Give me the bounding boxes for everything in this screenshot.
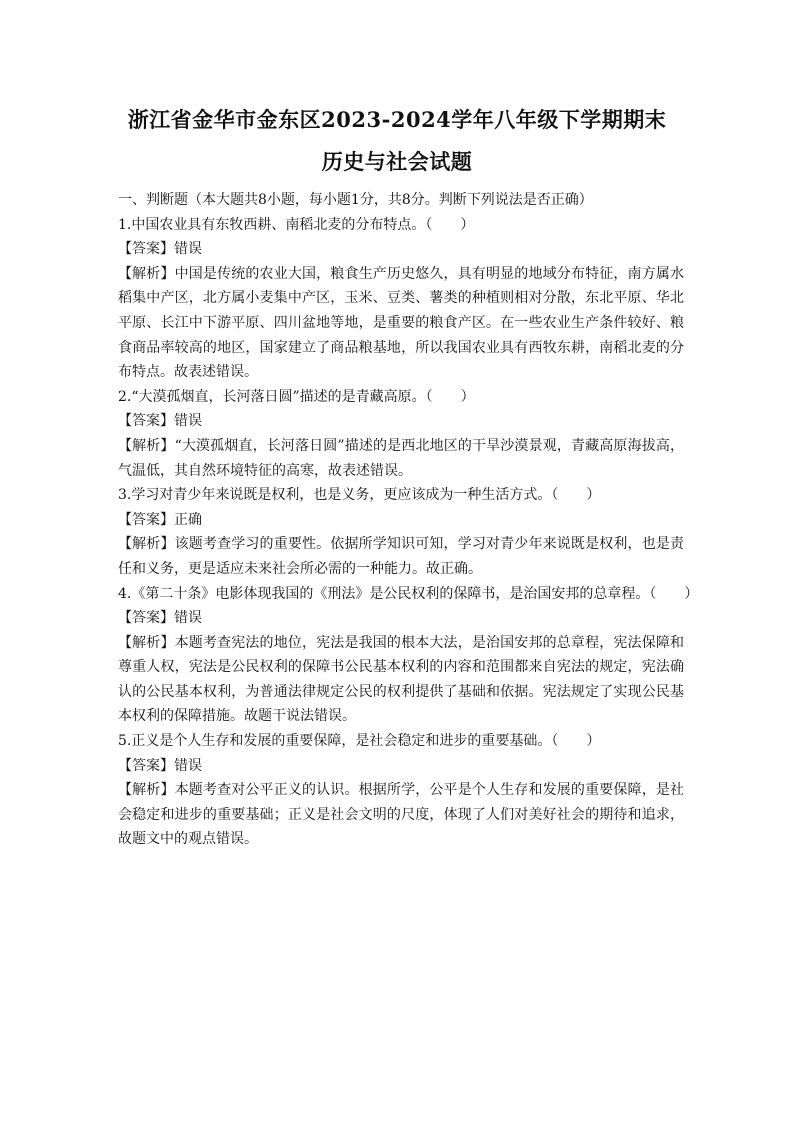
question-stem: 5.正义是个人生存和发展的重要保障，是社会稳定和进步的重要基础。（ ） bbox=[118, 733, 601, 750]
question-stem: 2.“大漠孤烟直，长河落日圆”描述的是青藏高原。（ ） bbox=[118, 388, 475, 405]
section-header: 一、判断题（本大题共8小题，每小题1分，共8分。判断下列说法是否正确） bbox=[118, 192, 593, 208]
question-block bbox=[118, 729, 684, 852]
question-analysis: 【解析】本题考查对公平正义的认识。根据所学，公平是个人生存和发展的重要保障，是社会稳定和进步的重要基础；正义是社会文明的尺度，体现了人们对美好社会的期待和追求，故题文中的观点错误。 bbox=[118, 782, 684, 848]
question-answer: 【答案】错误 bbox=[118, 241, 202, 258]
question-stem: 1.中国农业具有东牧西耕、南稻北麦的分布特点。（ ） bbox=[118, 216, 475, 233]
question-block bbox=[118, 385, 684, 483]
question-block bbox=[118, 213, 684, 385]
question-stem: 3.学习对青少年来说既是权利，也是义务，更应该成为一种生活方式。（ ） bbox=[118, 487, 601, 504]
question-block bbox=[118, 483, 684, 581]
document-subtitle: 历史与社会试题 bbox=[321, 149, 473, 174]
question-analysis: 【解析】本题考查宪法的地位，宪法是我国的根本大法，是治国安邦的总章程，宪法保障和尊重人权，宪法是公民权利的保障书公民基本权利的内容和范围都来自宪法的规定，宪法确认的公民基本权利，为普通法律规定公民的权利提供了基础和依据。宪法规定了实现公民基本权利的保障措施。故题干说法错误。 bbox=[118, 634, 684, 725]
question-analysis: 【解析】中国是传统的农业大国，粮食生产历史悠久，具有明显的地域分布特征，南方属水稻集中产区，北方属小麦集中产区，玉米、豆类、薯类的种植则相对分散，东北平原、华北平原、长江中下游平原、四川盆地等地，是重要的粮食产区。在一些农业生产条件较好、粮食商品率较高的地区，国家建立了商品粮基地，所以我国农业具有西牧东耕，南稻北麦的分布特点。故表述错误。 bbox=[118, 265, 684, 381]
question-answer: 【答案】错误 bbox=[118, 413, 202, 430]
document-body bbox=[118, 188, 699, 852]
question-analysis: 【解析】该题考查学习的重要性。依据所学知识可知，学习对青少年来说既是权利，也是责任和义务，更是适应未来社会所必需的一种能力。故正确。 bbox=[118, 536, 684, 577]
question-answer: 【答案】错误 bbox=[118, 757, 202, 774]
question-analysis: 【解析】“大漠孤烟直，长河落日圆”描述的是西北地区的干旱沙漠景观，青藏高原海拔高，气温低，其自然环境特征的高寒，故表述错误。 bbox=[118, 437, 684, 479]
question-block bbox=[118, 582, 699, 730]
question-answer: 【答案】错误 bbox=[118, 610, 202, 627]
question-stem: 4.《第二十条》电影体现我国的《刑法》是公民权利的保障书，是治国安邦的总章程。（ ） bbox=[118, 585, 699, 602]
document-title: 浙江省金华市金东区2023-2024学年八年级下学期期末 bbox=[127, 107, 667, 132]
question-answer: 【答案】正确 bbox=[118, 511, 202, 528]
